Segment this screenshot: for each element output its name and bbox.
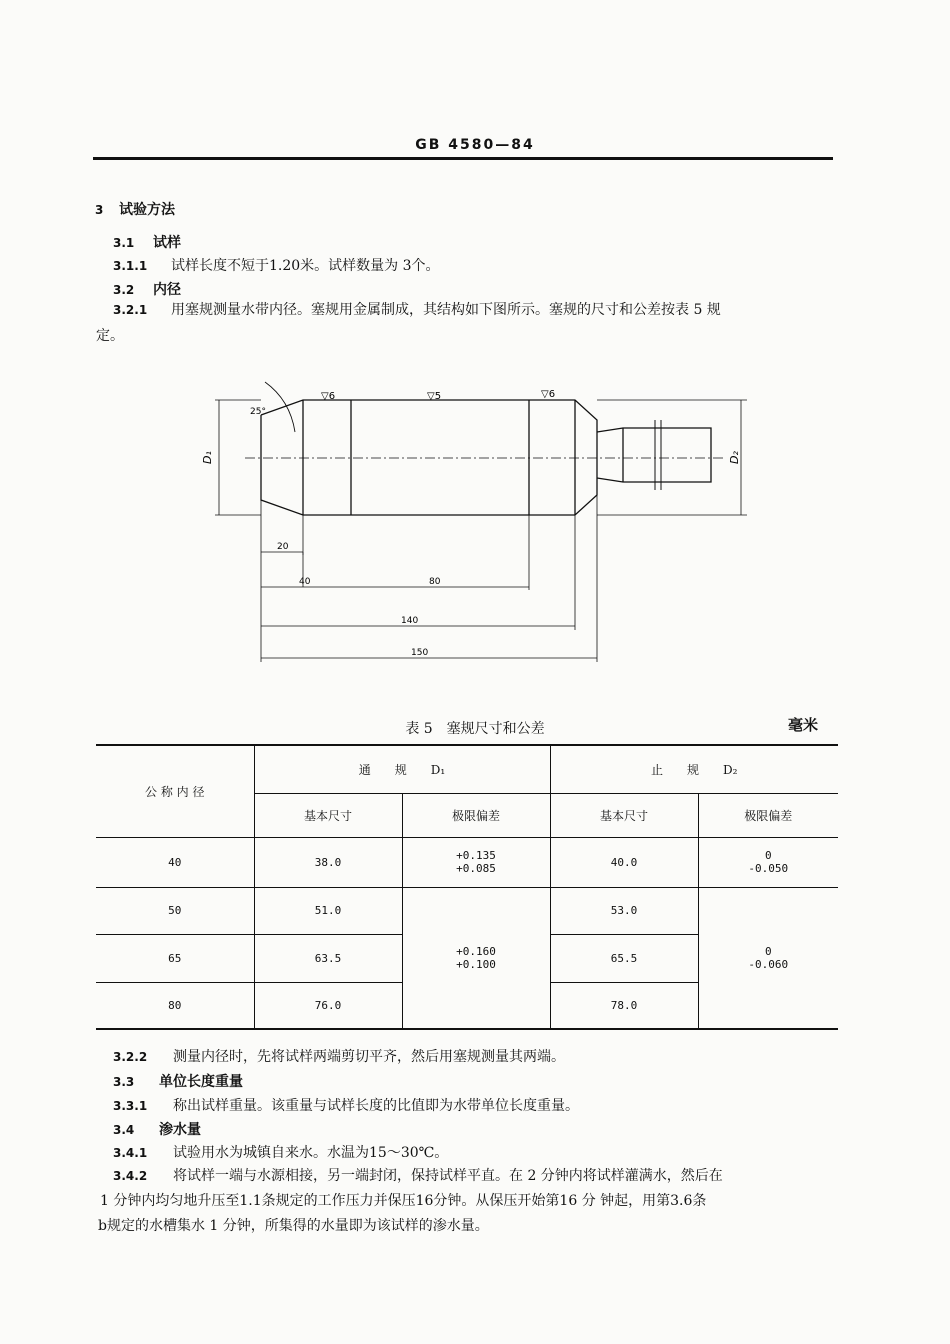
clause-3-4-1 [113,1143,448,1163]
cell-go-basic: 38.0 [254,837,402,887]
cell-nogo-basic: 78.0 [550,982,698,1029]
cell-nogo-basic: 53.0 [550,887,698,934]
d2-label: D₂ [728,451,741,464]
cell-go-basic: 63.5 [254,934,402,982]
cell-nominal: 40 [96,837,254,887]
table-5 [96,744,838,1030]
clause-text: 试样长度不短于1.20米。试样数量为 3个。 [171,258,440,274]
clause-3-4-2 [113,1166,723,1186]
dev-lower: -0.050 [748,862,789,875]
section-title: 渗水量 [159,1122,201,1138]
cell-nogo-dev [698,837,838,887]
cell-nominal: 80 [168,998,182,1012]
cell-go-dev [402,837,550,887]
standard-code: GB 4580—84 [415,137,535,153]
plug-gauge-drawing [195,380,755,665]
section-title: 试样 [153,235,181,251]
section-number: 3 [95,203,104,217]
cell-nogo-basic: 65.5 [550,934,698,982]
dev-upper: +0.135 [456,849,496,862]
surface-finish-mid: ▽5 [427,391,442,402]
clause-3-4-2-line3: b规定的水槽集水 1 分钟，所集得的水量即为该试样的渗水量。 [98,1218,489,1234]
surface-finish-left: ▽6 [321,391,336,402]
header-go-gauge: 通 规 D₁ [254,745,550,793]
header-nogo-dev: 极限偏差 [698,793,838,837]
section-title: 试验方法 [119,202,175,218]
section-number: 3.1 [113,236,135,250]
header-nogo-basic: 基本尺寸 [550,793,698,837]
cell-go-dev-merged [402,887,550,1029]
clause-number: 3.1.1 [113,259,148,273]
gauge-handle [597,428,711,482]
clause-3-4-2-line2: 1 分钟内均匀地升压至1.1条规定的工作压力并保压16分钟。从保压开始第16 分 钟起，用第3.6条 [100,1193,707,1209]
dev-upper: 0 [764,849,772,862]
dev-lower: +0.085 [456,862,496,875]
angle-label: 25° [250,407,266,417]
cell-go-basic: 51.0 [254,887,402,934]
section-number: 3.3 [113,1075,135,1089]
clause-number: 3.2.2 [113,1050,148,1064]
surface-finish-right: ▽6 [541,389,556,400]
section-number: 3.2 [113,283,135,297]
dev-upper: 0 [764,944,772,958]
clause-text: 称出试样重量。该重量与试样长度的比值即为水带单位长度重量。 [173,1098,579,1114]
cell-go-basic: 76.0 [254,982,402,1029]
section-3-heading [95,200,175,220]
clause-number: 3.4.1 [113,1146,148,1160]
clause-number: 3.2.1 [113,303,148,317]
clause-text: 试验用水为城镇自来水。水温为15～30℃。 [173,1145,449,1161]
clause-number: 3.4.2 [113,1169,148,1183]
dim-150: 150 [411,648,429,658]
section-number: 3.4 [113,1123,135,1137]
cell-nominal: 65 [96,934,254,982]
gauge-outline [261,400,597,515]
clause-3-1-1 [113,256,440,276]
section-title: 内径 [153,282,181,298]
dim-140: 140 [401,616,419,626]
cell-nominal: 50 [96,887,254,934]
clause-text: 将试样一端与水源相接，另一端封闭，保持试样平直。在 2 分钟内将试样灌满水，然后在 [173,1168,723,1184]
clause-3-3-1 [113,1096,579,1116]
clause-text: 用塞规测量水带内径。塞规用金属制成，其结构如下图所示。塞规的尺寸和公差按表 5 规 [171,302,721,318]
cell-nogo-dev-merged [698,887,838,1029]
cell-nogo-basic: 40.0 [550,837,698,887]
section-3-1-heading [113,233,181,253]
section-3-2-heading [113,280,181,300]
header-rule [93,157,833,160]
dev-lower: +0.100 [456,957,496,971]
section-3-3-heading [113,1072,243,1092]
d1-label: D₁ [201,451,214,464]
section-3-4-heading [113,1120,201,1140]
table-unit: 毫米 [788,716,819,734]
clause-3-2-1 [113,300,721,320]
header-go-dev: 极限偏差 [402,793,550,837]
dev-lower: -0.060 [748,957,789,971]
header-go-basic: 基本尺寸 [254,793,402,837]
clause-3-2-2 [113,1047,565,1067]
dev-upper: +0.160 [456,944,496,958]
header-nogo-gauge: 止 规 D₂ [550,745,838,793]
table-row [96,837,838,887]
header-nominal: 公 称 内 径 [96,745,254,837]
dim-40: 40 [299,577,311,587]
table-caption: 表 5 塞规尺寸和公差 [405,721,545,737]
clause-3-2-1-cont: 定。 [96,328,124,344]
clause-text: 测量内径时，先将试样两端剪切平齐，然后用塞规测量其两端。 [173,1049,565,1065]
dim-20: 20 [277,542,289,552]
section-title: 单位长度重量 [159,1074,243,1090]
dim-80: 80 [429,577,441,587]
table-row [96,887,838,934]
clause-number: 3.3.1 [113,1099,148,1113]
